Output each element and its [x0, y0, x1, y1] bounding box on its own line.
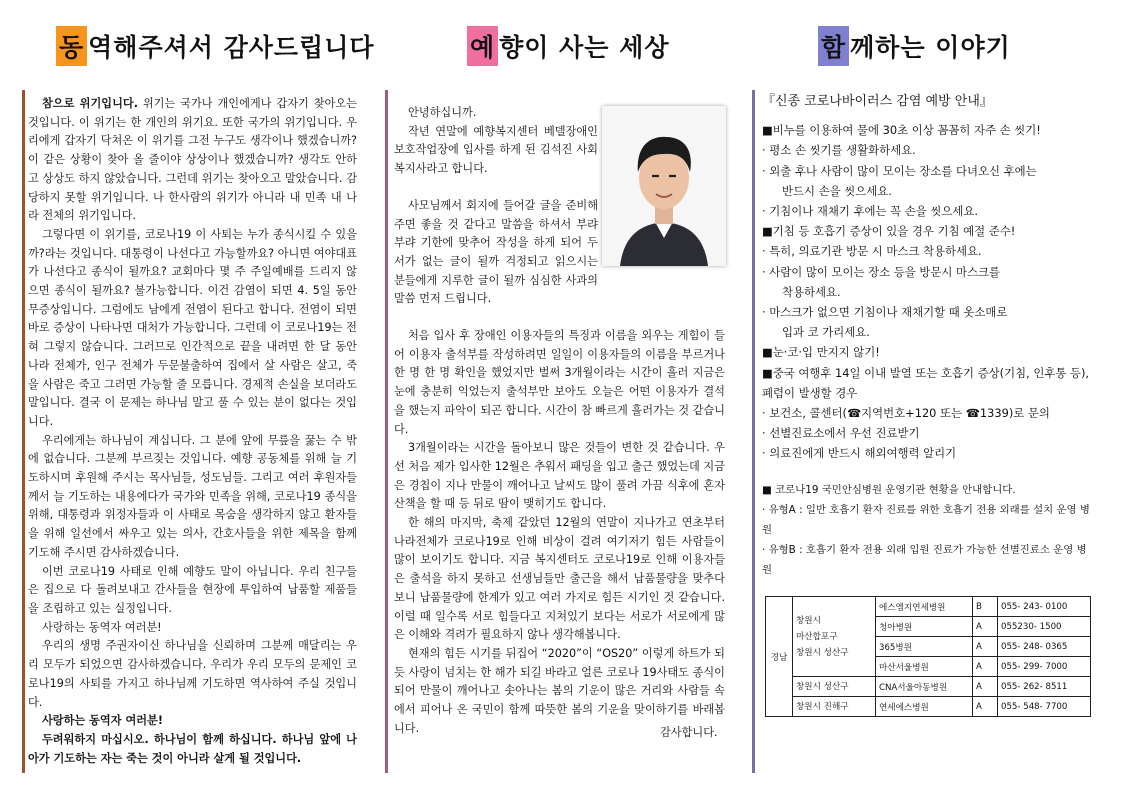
prevention-line: · 사람이 많이 모이는 장소 등을 방문시 마스크를: [762, 264, 1001, 279]
phone-cell: 055- 243- 0100: [998, 597, 1091, 617]
prevention-line: · 평소 손 씻기를 생활화하세요.: [762, 143, 916, 158]
mid-body-paragraph: 현재의 힘든 시기를 뒤집어 “2020”이 “OS20” 이렇게 하트가 되듯 사랑이 넘치는 한 해가 되길 바라고 얼른 코로나 19사태도 종식이 되어 만물이 깨어나고 솟아나는 봄의 기운이 많은 거리와 사람들 속에서 피어나 온 국민이 함께 따뜻한 봄의 기운을 맞이하기를 바래봅니다.: [394, 646, 725, 735]
city-cell: 창원시 성산구: [793, 677, 876, 697]
prevention-line: · 특히, 의료기관 방문 시 마스크 착용하세요.: [762, 244, 982, 259]
header-right-text: 께하는 이야기: [850, 33, 1011, 62]
hospital-cell: 에스엠지연세병원: [876, 597, 973, 617]
type-cell: A: [973, 677, 998, 697]
prevention-line: 반드시 손을 씻으세요.: [782, 183, 892, 198]
prevention-line: 입과 코 가리세요.: [782, 325, 870, 340]
phone-cell: 055230- 1500: [998, 617, 1091, 637]
mid-intro-paragraph: 사모님께서 회지에 들어갈 글을 준비해주면 좋을 것 같다고 말씀을 하셔서 부랴부랴 기한에 맞추어 작성을 하게 되어 두서가 없는 글이 될까 걱정되고 읽으시는 분들에게 지루한 글이 될까 심심한 사과의 말씀 먼저 드립니다.: [394, 198, 598, 306]
left-column-article: [28, 95, 357, 768]
prevention-line: ■중국 여행후 14일 이내 발열 또는 호흡기 증상(기침, 인후통 등), 폐렴이 발생할 경우: [762, 365, 1090, 400]
prevention-line: 착용하세요.: [782, 284, 841, 299]
paragraph-gap: [394, 179, 598, 197]
hospital-cell: 마산서울병원: [876, 657, 973, 677]
hospital-cell: 365병원: [876, 637, 973, 657]
left-paragraph-lead: 사랑하는 동역자 여러분!: [42, 714, 163, 728]
notice-line: ■ 코로나19 국민안심병원 운영기관 현황을 안내합니다.: [762, 483, 1016, 496]
right-column-notice: [762, 92, 1092, 581]
phone-cell: 055- 248- 0365: [998, 637, 1091, 657]
mid-body-paragraph: 3개월이라는 시간을 돌아보니 많은 것들이 변한 것 같습니다. 우선 처음 제가 입사한 12월은 추워서 패딩을 입고 출근 했었는데 지금은 경칩이 지나 만물이 깨어나고 날씨도 많이 풀려 가끔 식후에 혼자 산책을 할 때 등 뒤로 땀이 맺히기도 합니다.: [394, 441, 725, 511]
prevention-line: · 마스크가 없으면 기침이나 재채기할 때 옷소매로: [762, 305, 1008, 320]
city-cell: 창원시 마산합포구 창원시 성산구: [793, 597, 876, 677]
type-cell: A: [973, 657, 998, 677]
type-cell: B: [973, 597, 998, 617]
left-paragraph: [28, 712, 357, 731]
hospital-table: [765, 596, 1091, 717]
phone-cell: 055- 548- 7700: [998, 697, 1091, 717]
left-paragraph: [28, 637, 357, 712]
header-left: [56, 26, 375, 66]
header-mid-text: 향이 사는 세상: [499, 33, 670, 62]
prevention-line: · 의료진에게 반드시 해외여행력 알리기: [762, 446, 957, 461]
type-cell: A: [973, 617, 998, 637]
header-right-first: 함: [818, 26, 849, 66]
header-mid-first: 예: [467, 26, 498, 66]
left-paragraph-text: 이번 코로나19 사태로 인해 예향도 말이 아닙니다. 우리 친구들은 집으로 다 돌려보내고 간사들을 현장에 투입하여 납품할 제품들을 조립하고 있는 실정입니다.: [28, 564, 357, 615]
header-left-text: 역해주셔서 감사드립니다: [88, 33, 375, 62]
mid-body: [394, 309, 725, 738]
city-cell: 창원시 진해구: [793, 697, 876, 717]
mid-intro-paragraph: 안녕하십니까.: [408, 106, 477, 119]
left-paragraph: [28, 432, 357, 563]
left-paragraph-lead: 두려워하지 마십시오. 하나님이 함께 하십니다. 하나님 앞에 나아가 기도하는 자는 죽는 것이 아니라 살게 될 것입니다.: [28, 732, 357, 765]
hospital-cell: 청아병원: [876, 617, 973, 637]
column-rule-left: [22, 90, 25, 773]
signoff: 감사합니다.: [660, 726, 718, 739]
left-paragraph: [28, 226, 357, 432]
column-rule-right: [752, 90, 755, 773]
mid-body-paragraph: 한 해의 마지막, 축제 같았던 12월의 연말이 지나가고 연초부터 나라전체가 코로나19로 인해 비상이 걸려 여기저기 힘든 사람들이 많이 보이기도 합니다. 지금 복지센터도 코로나19로 인해 이용자들은 출석을 하지 못하고 선생님들만 출근을 해서 납품물량을 맞추다 보니 납품물량에 한계가 있고 여러 가지로 힘든 시기인 것 같습니다. 이럴 때 일수록 서로 힘들다고 지쳐있기 보다는 서로가 서로에게 많은 이해와 격려가 필요하지 않나 생각해봅니다.: [394, 516, 725, 642]
prevention-line: · 기침이나 재채기 후에는 꼭 손을 씻으세요.: [762, 204, 979, 219]
table-row: [766, 677, 1091, 697]
left-paragraph: [28, 619, 357, 638]
header-right: [818, 26, 1011, 66]
prevention-line: · 보건소, 콜센터(☎지역번호+120 또는 ☎1339)로 문의: [762, 406, 1050, 421]
notice-line: · 유형B : 호흡기 환자 전용 외래 입원 진료가 가능한 선별진료소 운영 병원: [762, 544, 1087, 577]
left-paragraph: [28, 563, 357, 619]
header-left-first: 동: [56, 26, 87, 66]
hospital-cell: 연세에스병원: [876, 697, 973, 717]
left-paragraph-text: 우리의 생명 주권자이신 하나님을 신뢰하며 그분께 매달리는 우리 모두가 되었으면 감사하겠습니다. 우리가 우리 모두의 문제인 코로나19의 사퇴를 가지고 하나님께 기도하면 역사하여 주실 것입니다.: [28, 639, 357, 709]
left-paragraph-lead: 참으로 위기입니다.: [42, 97, 138, 110]
phone-cell: 055- 299- 7000: [998, 657, 1091, 677]
left-paragraph-text: 그렇다면 이 위기를, 코로나19 이 사퇴는 누가 종식시킬 수 있을까?라는 것입니다. 대통령이 나선다고 가능할까요? 아니면 여야대표가 나선다고 종식이 될까요? 교회마다 몇 주 주일예배를 드리지 않으면 종식이 될까요? 불가능합니다. 이건 감염이 되면 4. 5일 동안 무증상입니다. 그럼에도 남에게 전염이 된다고 합니다. 전염이 되면 바로 증상이 나타나면 대처가 가능합니다. 그런데 이 코로나19는 전혀 그렇지 않습니다. 그러므로 인간적으로 끝을 내려면 한 달 동안 나라 전체가, 인구 전체가 두문불출하여 집에서 살 사람은 살고, 죽을 사람은 죽고 그러면 가능할 줄 모릅니다. 경제적 손실을 보더라도 말입니다. 결국 이 문제는 하나님 말고 풀 수 있는 분이 없다는 것입니다.: [28, 227, 357, 428]
region-cell: 경남: [766, 597, 793, 717]
left-paragraph-text: 우리에게는 하나님이 계십니다. 그 분에 앞에 무릎을 꿇는 수 밖에 없습니다. 그분께 부르짖는 것입니다. 예향 공동체를 위해 늘 기도하시며 후원해 주시는 목사님들, 성도님들. 그리고 여러 후원자들께서 늘 기도하는 내용에다가 국가와 민족을 위해, 코로나19 종식을 위해, 대통령과 위정자들과 이 사태로 목숨을 생각하지 않고 환자들을 위해 일선에서 싸우고 있는 의사, 간호사들을 위한 제목을 함께 기도해 주시면 감사하겠습니다.: [28, 433, 357, 559]
header-mid: [467, 26, 669, 66]
prevention-line: · 외출 후나 사람이 많이 모이는 장소를 다녀오신 후에는: [762, 163, 1037, 178]
left-paragraph-text: 사랑하는 동역자 여러분!: [42, 620, 162, 634]
type-cell: A: [973, 637, 998, 657]
mid-column-article: [394, 104, 725, 739]
prevention-line: ■눈·코·입 만지지 않기!: [762, 345, 880, 360]
left-paragraph-text: 위기는 국가나 개인에게나 갑자기 찾아오는 것입니다. 이 위기는 한 개인의 위기요. 또한 국가의 위기입니다. 우리에게 갑자기 닥쳐온 이 위기를 그전 누구도 생각이나 했겠습니까? 이 같은 상황이 찾아 올 줄이야 상상이나 했겠습니까? 생각도 안하고 상상도 하지 않았습니다. 그런데 위기는 찾아오고 말았습니다. 감당하지 못할 위기입니다. 나 한사람의 위기가 아니라 내 민족 내 나라 전체의 위기입니다.: [28, 97, 357, 223]
left-paragraph: [28, 95, 357, 226]
phone-cell: 055- 262- 8511: [998, 677, 1091, 697]
left-paragraph: [28, 731, 357, 768]
mid-body-paragraph: 처음 입사 후 장애인 이용자들의 특징과 이름을 외우는 게힘이 들어 이용자 출석부를 작성하려면 일일이 이용자들의 이름을 부르거나 한 명 한 명 확인을 했었지만 벌써 3개월이라는 시간이 흘러 지금은 눈에 충분히 익었는지 출석부만 보아도 오늘은 어떤 이용자가 결석을 했는지 파악이 되곤 합니다. 시간이 참 빠르게 흘러가는 것 같습니다.: [394, 329, 725, 436]
prevention-line: · 선별진료소에서 우선 진료받기: [762, 426, 920, 441]
column-rule-mid: [385, 90, 388, 773]
paragraph-gap: [394, 309, 725, 327]
prevention-list: [762, 120, 1092, 463]
mid-intro-paragraph: 작년 연말에 예향복지센터 베델장애인보호작업장에 입사를 하게 된 김석진 사회복지사라고 합니다.: [394, 124, 598, 176]
type-cell: A: [973, 697, 998, 717]
table-row: [766, 697, 1091, 717]
mid-intro: [394, 104, 598, 309]
table-row: [766, 597, 1091, 617]
notice-line: · 유형A : 일반 호흡기 환자 진료를 위한 호흡기 전용 외래를 설치 운영 병원: [762, 503, 1090, 537]
prevention-line: ■비누를 이용하여 물에 30초 이상 꼼꼼히 자주 손 씻기!: [762, 123, 1041, 138]
hospital-cell: CNA서울아동병원: [876, 677, 973, 697]
hospital-notice: [762, 480, 1092, 581]
prevention-line: ■기침 등 호흡기 증상이 있을 경우 기침 예절 준수!: [762, 224, 1016, 239]
notice-title: 『신종 코로나바이러스 감염 예방 안내』: [762, 94, 993, 109]
